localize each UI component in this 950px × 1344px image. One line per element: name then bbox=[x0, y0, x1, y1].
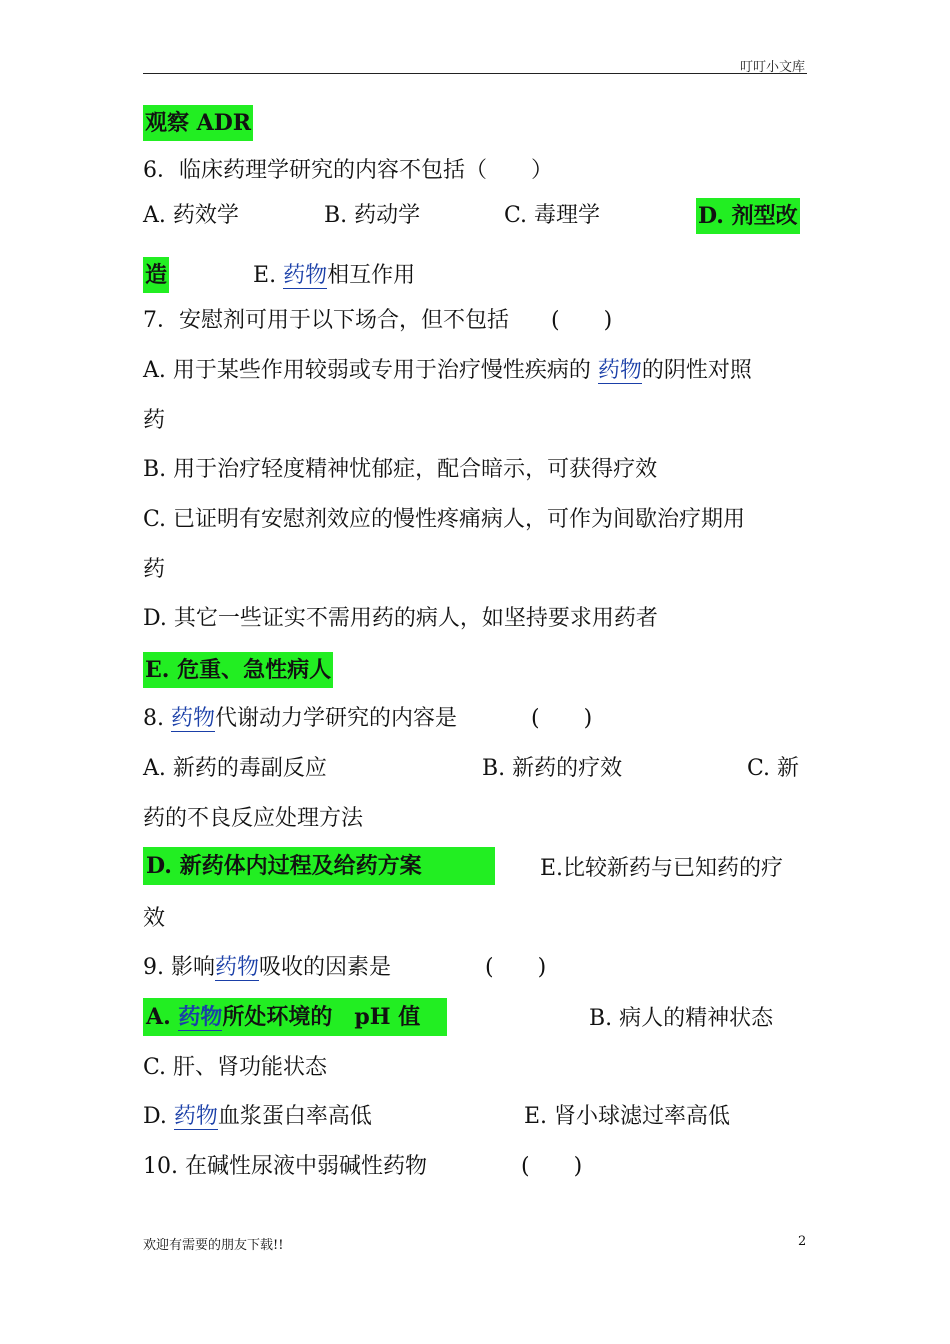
header-rule bbox=[143, 73, 807, 74]
option-text-cont: 的阴性对照 bbox=[641, 358, 752, 383]
option-d-answer: D. 新药体内过程及给药方案 bbox=[143, 847, 495, 885]
q7-option-a-cont bbox=[143, 408, 165, 434]
q8-options-row-2 bbox=[143, 847, 807, 887]
answer-paren: ( ) bbox=[485, 955, 547, 980]
answer-highlight: E. 危重、急性病人 bbox=[143, 652, 333, 688]
option-d-answer: D. 剂型改 bbox=[696, 198, 800, 234]
question-text: 代谢动力学研究的内容是 bbox=[215, 706, 458, 731]
q7-option-c bbox=[143, 507, 745, 533]
option-text: 药 bbox=[143, 557, 166, 582]
option-prefix: A. bbox=[146, 1004, 179, 1030]
answer-paren: ( ) bbox=[551, 308, 613, 333]
q9-option-c bbox=[143, 1055, 327, 1081]
option-prefix: D. bbox=[143, 1104, 174, 1129]
answer-line-adr bbox=[143, 105, 253, 141]
option-c: C. 新 bbox=[747, 756, 800, 781]
option-text: 药的不良反应处理方法 bbox=[143, 806, 364, 831]
question-9 bbox=[143, 955, 546, 981]
answer-paren: ( ) bbox=[531, 706, 593, 731]
answer-paren: ( ) bbox=[520, 1154, 583, 1179]
option-a-answer bbox=[143, 998, 447, 1036]
q7-option-d bbox=[143, 606, 658, 632]
option-text: B. 用于治疗轻度精神忧郁症，配合暗示，可获得疗效 bbox=[143, 457, 658, 482]
option-b: B. 新药的疗效 bbox=[482, 756, 623, 781]
option-text: 所处环境的 pH 值 bbox=[222, 1004, 421, 1030]
header-site-name: 叮叮小文库 bbox=[739, 60, 805, 75]
answer-highlight: 观察 ADR bbox=[143, 105, 253, 141]
option-text: C. 肝、肾功能状态 bbox=[143, 1055, 328, 1080]
question-prefix: 8. bbox=[143, 706, 171, 731]
option-text: C. 已证明有安慰剂效应的慢性疼痛病人，可作为间歇治疗期用 bbox=[143, 507, 746, 532]
q8-option-e-cont bbox=[143, 906, 165, 932]
drug-link[interactable]: 药物 bbox=[178, 1004, 223, 1030]
drug-link[interactable]: 药物 bbox=[173, 1104, 218, 1129]
q7-option-b bbox=[143, 457, 657, 483]
option-d bbox=[143, 1104, 372, 1130]
q6-options-row-cont bbox=[143, 257, 415, 293]
option-e: E. 肾小球滤过率高低 bbox=[524, 1104, 731, 1129]
q9-options-row bbox=[143, 998, 807, 1038]
option-b: B. 药动学 bbox=[324, 203, 421, 228]
question-prefix: 9. 影响 bbox=[143, 955, 215, 980]
drug-link[interactable]: 药物 bbox=[283, 263, 328, 288]
option-e-text: 相互作用 bbox=[327, 263, 416, 288]
drug-link[interactable]: 药物 bbox=[170, 706, 215, 731]
option-e-prefix: E. bbox=[253, 263, 284, 288]
option-text: A. 用于某些作用较弱或专用于治疗慢性疾病的 bbox=[143, 358, 598, 383]
q7-option-e-answer bbox=[143, 652, 333, 688]
question-8 bbox=[143, 706, 592, 732]
option-text: 血浆蛋白率高低 bbox=[217, 1104, 372, 1129]
option-a: A. 新药的毒副反应 bbox=[143, 756, 327, 781]
option-b: B. 病人的精神状态 bbox=[589, 1006, 774, 1031]
option-a: A. 药效学 bbox=[143, 203, 239, 228]
q7-option-a bbox=[143, 358, 752, 384]
question-7 bbox=[143, 308, 612, 334]
question-text: 6．临床药理学研究的内容不包括（ ） bbox=[143, 158, 553, 183]
option-c: C. 毒理学 bbox=[504, 203, 601, 228]
question-text: 10. 在碱性尿液中弱碱性药物 bbox=[143, 1154, 427, 1179]
drug-link[interactable]: 药物 bbox=[214, 955, 259, 980]
footer-note: 欢迎有需要的朋友下载!! bbox=[143, 1238, 284, 1253]
option-text: 药 bbox=[143, 408, 166, 433]
drug-link[interactable]: 药物 bbox=[597, 358, 642, 383]
question-text: 吸收的因素是 bbox=[259, 955, 392, 980]
q8-option-c-cont bbox=[143, 806, 363, 832]
question-text: 7．安慰剂可用于以下场合，但不包括 bbox=[143, 308, 509, 333]
option-e: E.比较新药与已知药的疗 bbox=[540, 856, 784, 881]
option-d-answer-cont: 造 bbox=[143, 257, 169, 293]
question-10 bbox=[143, 1154, 582, 1180]
question-6 bbox=[143, 158, 553, 184]
page-number: 2 bbox=[798, 1234, 807, 1249]
option-text: D. 其它一些证实不需用药的病人，如坚持要求用药者 bbox=[143, 606, 658, 631]
q7-option-c-cont bbox=[143, 557, 165, 583]
option-text: 效 bbox=[143, 906, 166, 931]
